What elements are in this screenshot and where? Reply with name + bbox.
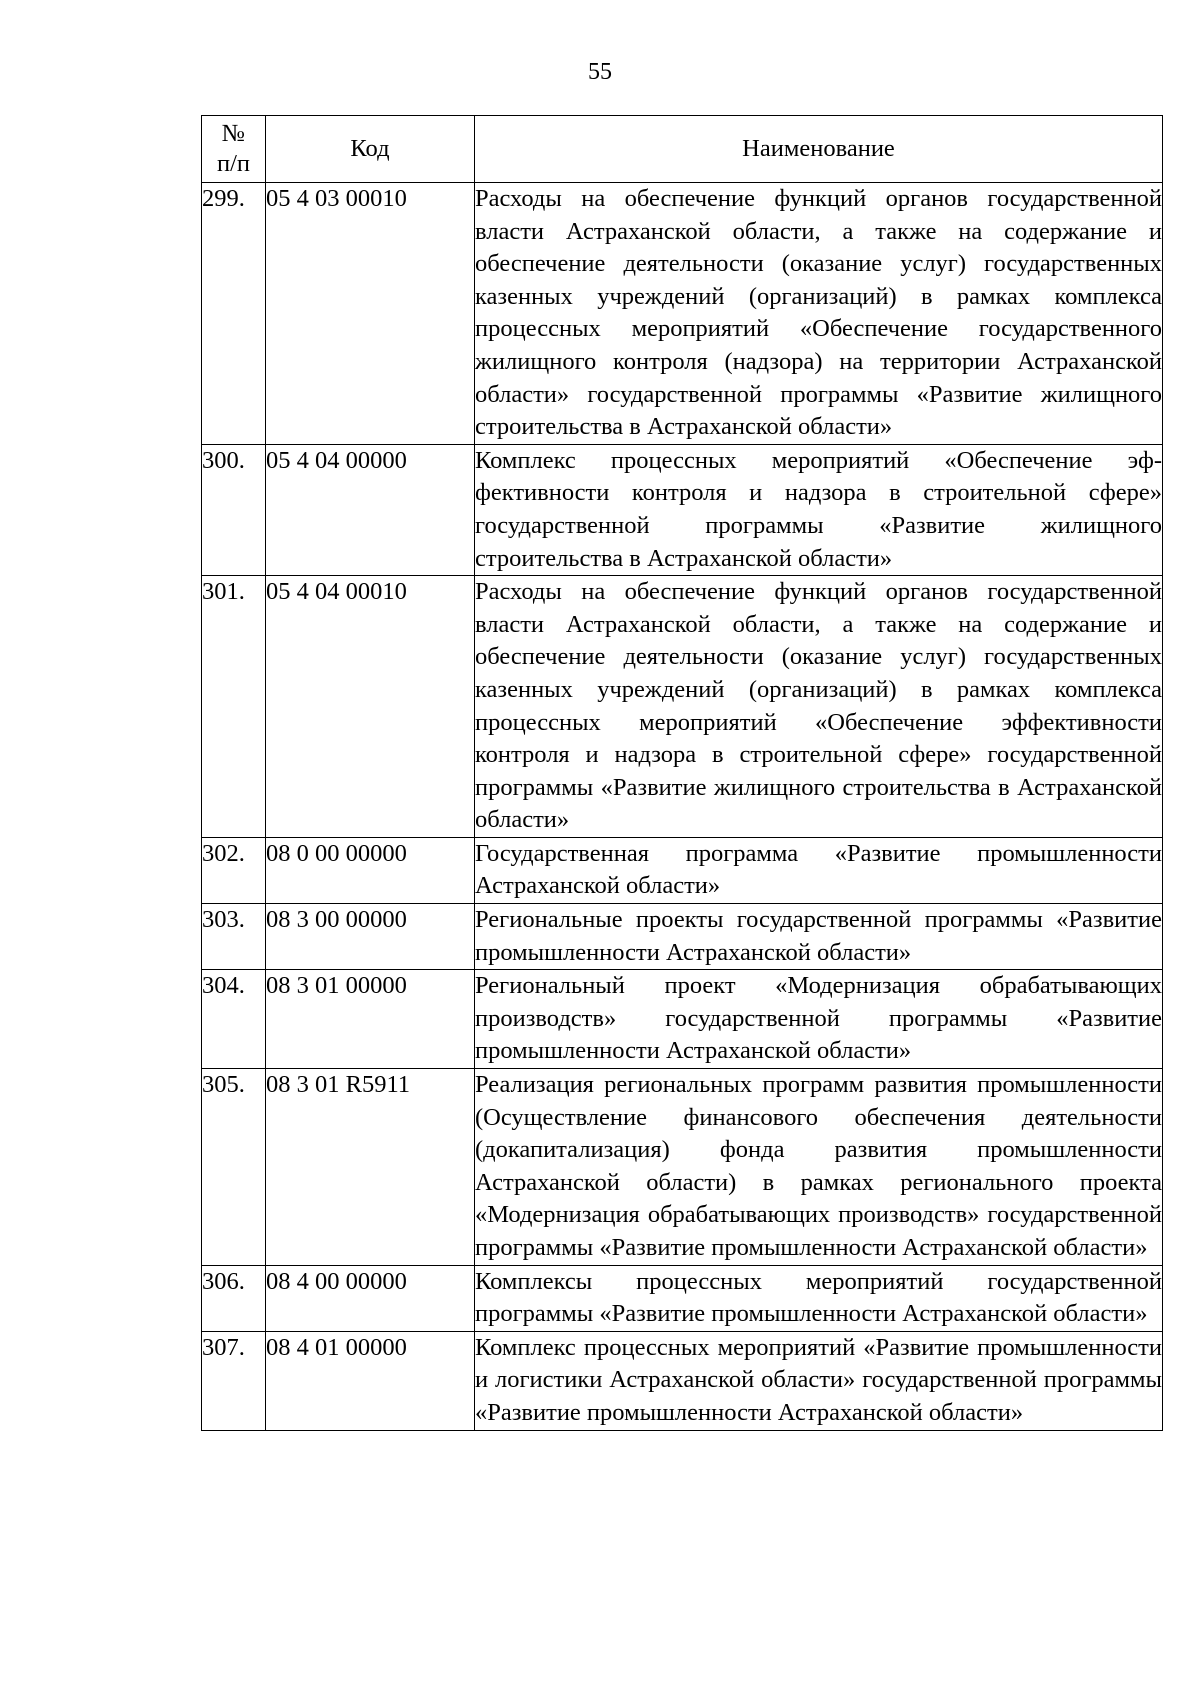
row-name: Комплексы процессных мероприятий государственной программы «Развитие промышленности Астраханской области» [475, 1265, 1163, 1331]
row-number: 306. [202, 1265, 266, 1331]
row-name: Региональный проект «Модернизация обрабатывающих производств» государственной программы «Развитие промышленности Астраханской области» [475, 970, 1163, 1069]
budget-codes-table [201, 115, 1163, 1431]
row-code: 08 3 01 00000 [266, 970, 475, 1069]
row-code: 05 4 03 00010 [266, 183, 475, 445]
row-number: 301. [202, 576, 266, 838]
page-number: 55 [588, 59, 612, 85]
table-row [202, 970, 1163, 1069]
row-name: Комплекс процессных мероприятий «Обеспечение эффективности контроля и надзора в строительной сфере» государственной программы «Развитие жилищного строительства в Астраханской области» [475, 444, 1163, 575]
header-name: Наименование [475, 116, 1163, 183]
row-number: 302. [202, 837, 266, 903]
row-name: Региональные проекты государственной программы «Развитие промышленности Астраханской области» [475, 904, 1163, 970]
table-row [202, 1069, 1163, 1266]
row-code: 08 3 01 R5911 [266, 1069, 475, 1266]
table-row [202, 183, 1163, 445]
row-name: Расходы на обеспечение функций органов государственной власти Астраханской области, а также на содержание и обеспечение деятельности (оказание услуг) государственных казенных учреждений (организаций) в рамках комплекса процессных мероприятий «Обеспечение государственного жилищного контроля (надзора) на территории Астраханской области» государственной программы «Развитие жилищного строительства в Астраханской области» [475, 183, 1163, 445]
row-code: 08 0 00 00000 [266, 837, 475, 903]
row-name: Расходы на обеспечение функций органов государственной власти Астраханской области, а также на содержание и обеспечение деятельности (оказание услуг) государственных казенных учреждений (организаций) в рамках комплекса процессных мероприятий «Обеспечение эффективности контроля и надзора в строительной сфере» государственной программы «Развитие жилищного строительства в Астраханской области» [475, 576, 1163, 838]
table-row [202, 444, 1163, 575]
row-name: Реализация региональных программ развития промышленности (Осуществление финансового обеспечения деятельности (докапитализация) фонда развития промышленности Астраханской области) в рамках регионального проекта «Модернизация обрабатывающих производств» государственной программы «Развитие промышленности Астраханской области» [475, 1069, 1163, 1266]
header-number-abbrev: п/п [216, 150, 251, 177]
row-number: 303. [202, 904, 266, 970]
row-name: Государственная программа «Развитие промышленности Астраханской области» [475, 837, 1163, 903]
row-code: 08 4 00 00000 [266, 1265, 475, 1331]
row-code: 08 3 00 00000 [266, 904, 475, 970]
header-code: Код [266, 116, 475, 183]
table-row [202, 1331, 1163, 1430]
row-number: 305. [202, 1069, 266, 1266]
table-row [202, 576, 1163, 838]
table-row [202, 904, 1163, 970]
row-number: 300. [202, 444, 266, 575]
row-number: 307. [202, 1331, 266, 1430]
table-row [202, 837, 1163, 903]
row-number: 299. [202, 183, 266, 445]
table-header-row [202, 116, 1163, 183]
header-number [202, 116, 266, 183]
header-number-symbol: № [221, 120, 246, 147]
row-name: Комплекс процессных мероприятий «Развитие промышленности и логистики Астраханской области» государственной программы «Развитие промышленности Астраханской области» [475, 1331, 1163, 1430]
row-code: 08 4 01 00000 [266, 1331, 475, 1430]
row-number: 304. [202, 970, 266, 1069]
row-code: 05 4 04 00000 [266, 444, 475, 575]
table-row [202, 1265, 1163, 1331]
row-code: 05 4 04 00010 [266, 576, 475, 838]
